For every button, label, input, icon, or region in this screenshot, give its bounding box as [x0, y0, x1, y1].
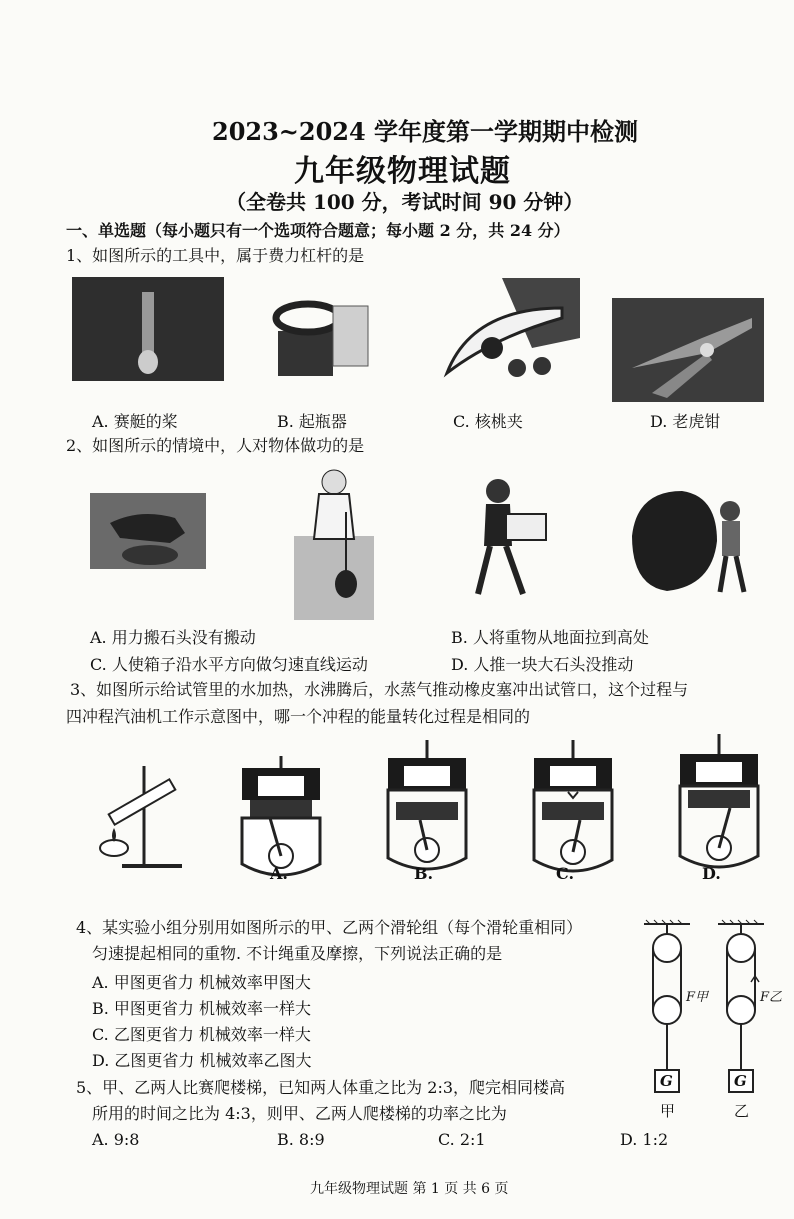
- caption-jia: 甲: [660, 1102, 676, 1120]
- rowing-photo: [72, 277, 224, 381]
- q5-option-c[interactable]: C. 2:1: [438, 1130, 486, 1149]
- q4-option-c[interactable]: C. 乙图更省力 机械效率一样大: [92, 1025, 311, 1044]
- lift-stone-photo: [90, 493, 206, 569]
- pliers-icon: [612, 298, 764, 402]
- q1-option-c[interactable]: C. 核桃夹: [453, 412, 523, 431]
- q4-option-d[interactable]: D. 乙图更省力 机械效率乙图大: [92, 1051, 312, 1070]
- test-tube-apparatus-icon: [92, 766, 184, 872]
- exam-title: 2023~2024 学年度第一学期期中检测: [212, 117, 639, 146]
- pliers-photo: [612, 298, 764, 402]
- rowing-boat-icon: [72, 277, 224, 381]
- q1-option-b[interactable]: B. 起瓶器: [277, 412, 347, 431]
- q3-line2: 四冲程汽油机工作示意图中，哪一个冲程的能量转化过程是相同的: [66, 707, 531, 726]
- caption-yi: 乙: [734, 1102, 750, 1120]
- q2-option-b[interactable]: B. 人将重物从地面拉到高处: [451, 628, 649, 647]
- engine-stroke-a-icon: [238, 756, 324, 878]
- q5-line1: 5、甲、乙两人比赛爬楼梯，已知两人体重之比为 2:3，爬完相同楼高: [76, 1078, 566, 1097]
- q1-option-a[interactable]: A. 赛艇的桨: [92, 412, 178, 431]
- nutcracker-photo: [442, 278, 580, 382]
- bottle-opener-photo: [268, 296, 374, 376]
- weight-label-jia: G: [660, 1072, 673, 1090]
- q2-option-d[interactable]: D. 人推一块大石头没推动: [451, 655, 634, 674]
- q5-option-a[interactable]: A. 9:8: [92, 1130, 140, 1149]
- q5-line2: 所用的时间之比为 4:3，则甲、乙两人爬楼梯的功率之比为: [92, 1104, 507, 1123]
- nutcracker-icon: [442, 278, 580, 382]
- q4-option-b[interactable]: B. 甲图更省力 机械效率一样大: [92, 999, 312, 1018]
- q1-stem: 1、如图所示的工具中，属于费力杠杆的是: [66, 246, 365, 265]
- engine-label-b[interactable]: B.: [414, 864, 434, 883]
- q5-option-d[interactable]: D. 1:2: [620, 1130, 669, 1149]
- q2-option-a[interactable]: A. 用力搬石头没有搬动: [90, 628, 256, 647]
- section-heading: 一、单选题（每小题只有一个选项符合题意；每小题 2 分，共 24 分）: [66, 221, 570, 240]
- weight-label-yi: G: [734, 1072, 747, 1090]
- force-label-jia: F甲: [686, 990, 709, 1005]
- engine-stroke-b-icon: [384, 740, 470, 872]
- q4-option-a[interactable]: A. 甲图更省力 机械效率甲图大: [92, 973, 311, 992]
- q4-line2: 匀速提起相同的重物. 不计绳重及摩擦，下列说法正确的是: [92, 944, 503, 963]
- person-lifting-icon: [90, 493, 206, 569]
- boy-pushing-rock-icon: [622, 486, 752, 596]
- carry-box-figure: [468, 476, 558, 600]
- force-label-yi: F乙: [760, 990, 783, 1005]
- pulley-systems-figure: [636, 920, 770, 1120]
- page-footer: 九年级物理试题 第 1 页 共 6 页: [310, 1181, 509, 1197]
- engine-label-d[interactable]: D.: [702, 864, 721, 883]
- q2-option-c[interactable]: C. 人使箱子沿水平方向做匀速直线运动: [90, 655, 368, 674]
- q5-option-b[interactable]: B. 8:9: [277, 1130, 325, 1149]
- engine-label-a[interactable]: A.: [270, 864, 288, 883]
- exam-info: （全卷共 100 分，考试时间 90 分钟）: [226, 190, 584, 214]
- lift-weight-figure: [294, 464, 374, 620]
- q3-line1: 3、如图所示给试管里的水加热，水沸腾后，水蒸气推动橡皮塞冲出试管口，这个过程与: [70, 680, 689, 699]
- push-rock-figure: [622, 486, 752, 596]
- q1-option-d[interactable]: D. 老虎钳: [650, 412, 721, 431]
- engine-label-c[interactable]: C.: [556, 864, 575, 883]
- bottle-opener-icon: [268, 296, 374, 376]
- subject-title: 九年级物理试题: [294, 154, 511, 189]
- engine-stroke-d-icon: [676, 734, 762, 872]
- q4-line1: 4、某实验小组分别用如图所示的甲、乙两个滑轮组（每个滑轮重相同）: [76, 918, 583, 937]
- q2-stem: 2、如图所示的情境中，人对物体做功的是: [66, 436, 365, 455]
- engine-stroke-c-icon: [530, 740, 616, 876]
- boy-carrying-box-icon: [468, 476, 558, 600]
- man-pulling-weight-icon: [294, 464, 374, 620]
